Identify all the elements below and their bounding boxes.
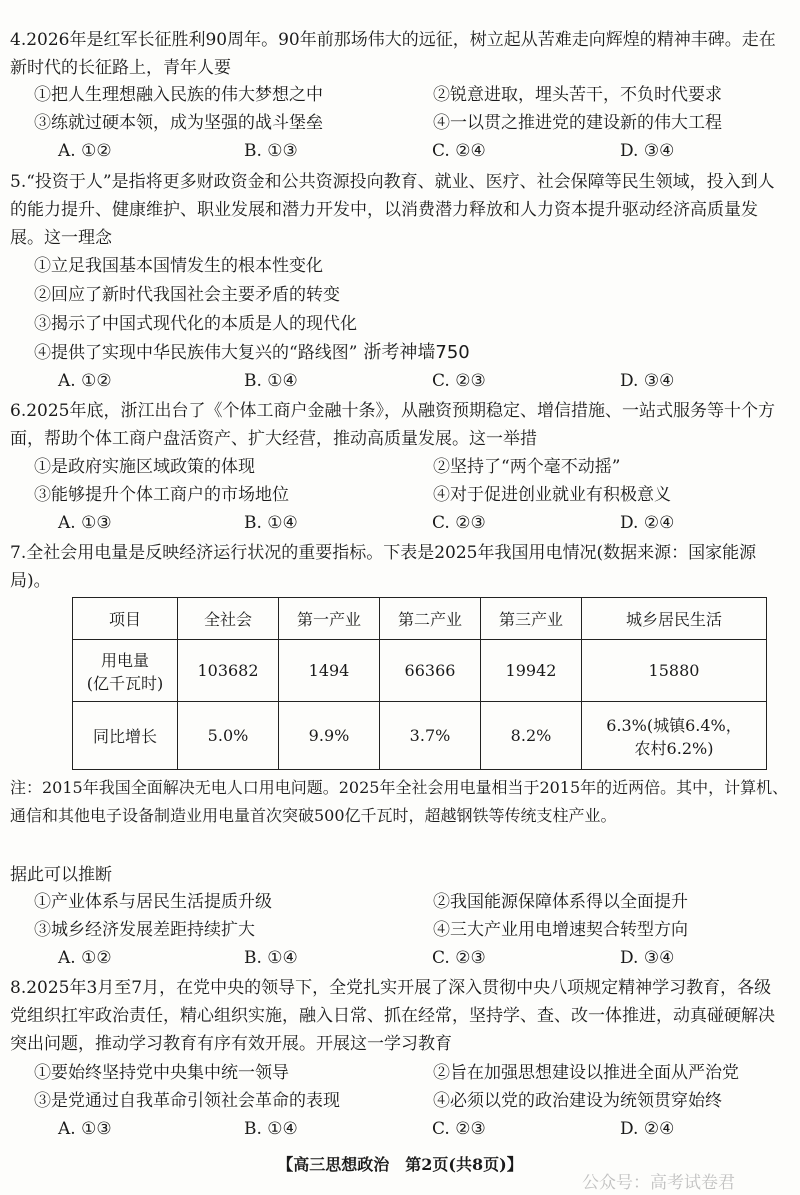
channel-stamp: 浙考神墙750 [363, 342, 470, 363]
table-header: 第二产业 [380, 598, 481, 640]
q4-answer-d: D. ③④ [620, 141, 675, 161]
q8-option-1: ①要始终坚持党中央集中统一领导 [34, 1063, 289, 1083]
q7-lead: 据此可以推断 [10, 865, 112, 885]
question-5-stem: 5.“投资于人”是指将更多财政资金和公共资源投向教育、就业、医疗、社会保障等民生领域，投入到人的能力提升、健康维护、职业发展和潜力开发中，以消费潜力释放和人力资本提升驱动经济高质量发展。这一理念 [10, 172, 775, 248]
q4-answer-b: B. ①③ [244, 141, 298, 161]
question-7-stem: 7.全社会用电量是反映经济运行状况的重要指标。下表是2025年我国用电情况(数据来源：国家能源局)。 [10, 543, 757, 591]
question-6-stem: 6.2025年底，浙江出台了《个体工商户金融十条》，从融资预期稳定、增信措施、一站式服务等十个方面，帮助个体工商户盘活资产、扩大经营，推动高质量发展。这一举措 [10, 401, 775, 449]
q4-option-2: ②锐意进取，埋头苦干，不负时代要求 [433, 85, 722, 105]
q5-answer-d: D. ③④ [620, 371, 675, 391]
q8-answer-a: A. ①③ [58, 1119, 112, 1139]
watermark: 公众号：高考试卷君 [582, 1173, 735, 1193]
q6-option-1: ①是政府实施区域政策的体现 [34, 457, 255, 477]
q4-answer-c: C. ②④ [432, 141, 486, 161]
table-header: 城乡居民生活 [582, 598, 767, 640]
table-cell: 15880 [582, 640, 767, 702]
cell-line-1: 6.3%(城镇6.4%， [606, 715, 742, 735]
q7-note: 注：2015年我国全面解决无电人口用电问题。2025年全社会用电量相当于2015年的近两倍。其中，计算机、通信和其他电子设备制造业用电量首次突破500亿千瓦时，超越钢铁等传统支柱产业。 [10, 778, 789, 825]
q6-option-4: ④对于促进创业就业有积极意义 [433, 485, 671, 505]
table-row-label [73, 640, 178, 702]
table-cell: 3.7% [380, 702, 481, 770]
row-label-unit: (亿千瓦时) [86, 673, 164, 693]
q6-option-3: ③能够提升个体工商户的市场地位 [34, 485, 289, 505]
table-header: 项目 [73, 598, 178, 640]
row-label-main: 用电量 [100, 650, 149, 670]
q5-option-2: ②回应了新时代我国社会主要矛盾的转变 [34, 285, 340, 305]
q8-option-2: ②旨在加强思想建设以推进全面从严治党 [433, 1063, 739, 1083]
q8-answer-b: B. ①④ [244, 1119, 298, 1139]
q7-option-1: ①产业体系与居民生活提质升级 [34, 892, 272, 912]
q7-answer-d: D. ③④ [620, 948, 675, 968]
q8-answer-c: C. ②③ [432, 1119, 486, 1139]
cell-line-2: 农村6.2%) [634, 738, 714, 758]
table-cell: 5.0% [178, 702, 279, 770]
q7-option-2: ②我国能源保障体系得以全面提升 [433, 892, 688, 912]
table-header-row [73, 598, 767, 640]
q7-answer-c: C. ②③ [432, 948, 486, 968]
q8-answer-d: D. ②④ [620, 1119, 675, 1139]
q5-answer-a: A. ①② [58, 371, 112, 391]
q6-answer-b: B. ①④ [244, 513, 298, 533]
q8-option-4: ④必须以党的政治建设为统领贯穿始终 [433, 1091, 722, 1111]
q4-answer-a: A. ①② [58, 141, 112, 161]
q7-answer-b: B. ①④ [244, 948, 298, 968]
q6-answer-c: C. ②③ [432, 513, 486, 533]
table-cell: 8.2% [481, 702, 582, 770]
page-footer: 【高三思想政治 第2页(共8页)】 [277, 1155, 523, 1174]
q6-answer-a: A. ①③ [58, 513, 112, 533]
q5-option-4: ④提供了实现中华民族伟大复兴的“路线图” [34, 343, 358, 363]
q5-option-4-line [34, 340, 470, 366]
q6-answer-d: D. ②④ [620, 513, 675, 533]
q5-option-1: ①立足我国基本国情发生的根本性变化 [34, 256, 323, 276]
table-cell [582, 702, 767, 770]
table-header: 第三产业 [481, 598, 582, 640]
q7-option-3: ③城乡经济发展差距持续扩大 [34, 920, 255, 940]
q5-option-3: ③揭示了中国式现代化的本质是人的现代化 [34, 314, 357, 334]
q6-option-2: ②坚持了“两个毫不动摇” [433, 457, 621, 477]
table-cell: 1494 [279, 640, 380, 702]
table-cell: 19942 [481, 640, 582, 702]
q5-answer-c: C. ②③ [432, 371, 486, 391]
table-cell: 9.9% [279, 702, 380, 770]
q4-option-1: ①把人生理想融入民族的伟大梦想之中 [34, 85, 323, 105]
table-header: 第一产业 [279, 598, 380, 640]
table-cell: 66366 [380, 640, 481, 702]
table-header: 全社会 [178, 598, 279, 640]
table-cell: 103682 [178, 640, 279, 702]
table-row [73, 640, 767, 702]
q8-option-3: ③是党通过自我革命引领社会革命的表现 [34, 1091, 340, 1111]
table-row-label: 同比增长 [73, 702, 178, 770]
question-8-stem: 8.2025年3月至7月，在党中央的领导下，全党扎实开展了深入贯彻中央八项规定精神学习教育，各级党组织扛牢政治责任，精心组织实施，融入日常、抓在经常，坚持学、查、改一体推进，动真碰硬解决突出问题，推动学习教育有序有效开展。开展这一学习教育 [10, 978, 775, 1054]
table-row [73, 702, 767, 770]
q4-option-3: ③练就过硬本领，成为坚强的战斗堡垒 [34, 113, 323, 133]
electricity-table [72, 597, 767, 770]
q5-answer-b: B. ①④ [244, 371, 298, 391]
q7-answer-a: A. ①② [58, 948, 112, 968]
question-4-stem: 4.2026年是红军长征胜利90周年。90年前那场伟大的远征，树立起从苦难走向辉煌的精神丰碑。走在新时代的长征路上，青年人要 [10, 30, 776, 78]
q4-option-4: ④一以贯之推进党的建设新的伟大工程 [433, 113, 722, 133]
q7-option-4: ④三大产业用电增速契合转型方向 [433, 920, 688, 940]
